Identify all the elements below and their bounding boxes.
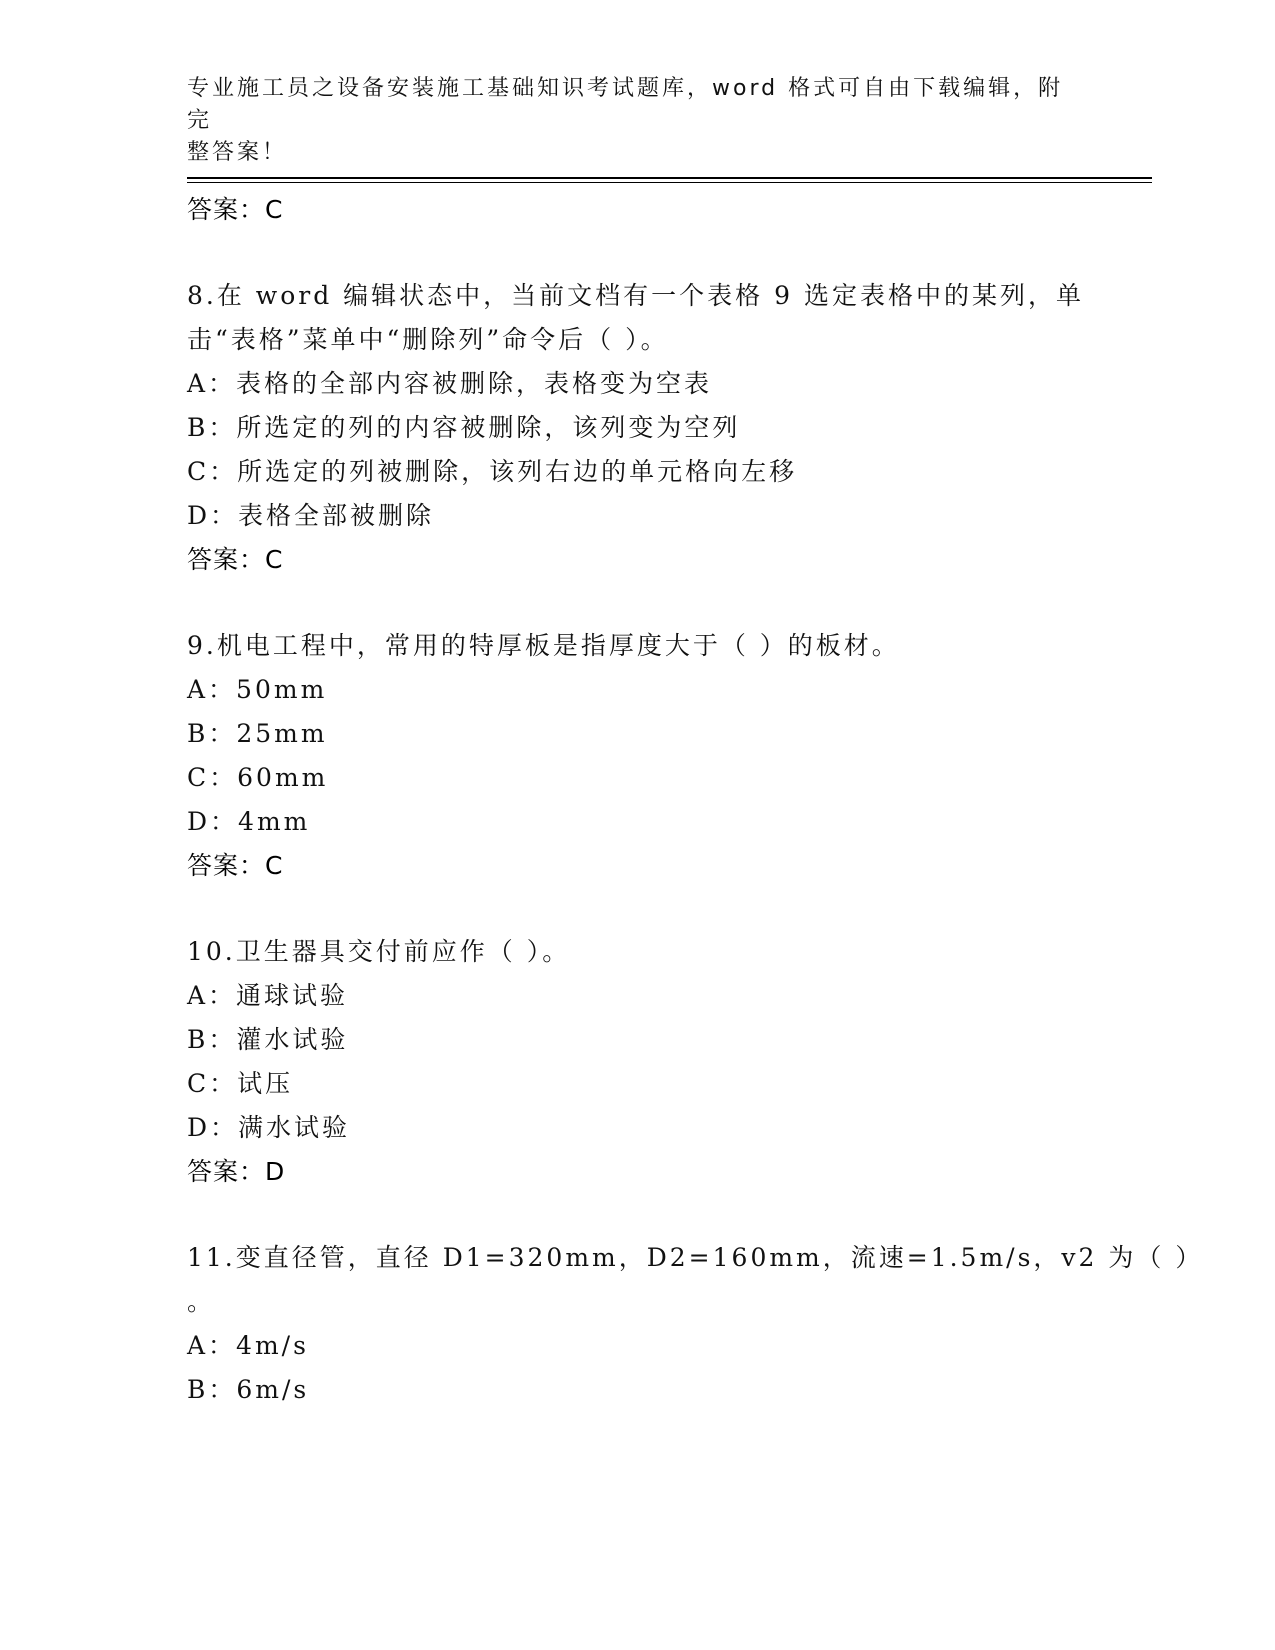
q9-answer: 答案：C: [187, 851, 284, 880]
q9-option-a: A：50mm: [187, 675, 328, 704]
q10-stem-line-1: 10.卫生器具交付前应作（ ）。: [187, 937, 571, 966]
q11-stem-line-2: 。: [187, 1287, 216, 1316]
q11-option-b: B：6m/s: [187, 1375, 310, 1404]
header-divider-thin: [187, 182, 1152, 183]
q9-option-d: D：4mm: [187, 807, 311, 836]
answer-prev: 答案：C: [187, 195, 284, 224]
q9-option-b: B：25mm: [187, 719, 328, 748]
header-line-1: 专业施工员之设备安装施工基础知识考试题库，word 格式可自由下载编辑，附完: [187, 76, 1064, 133]
q8-answer: 答案：C: [187, 545, 284, 574]
q10-option-a: A：通球试验: [187, 981, 349, 1010]
q8-option-a: A：表格的全部内容被删除，表格变为空表: [187, 369, 713, 398]
q11-option-a: A：4m/s: [187, 1331, 309, 1360]
q8-option-b: B：所选定的列的内容被删除，该列变为空列: [187, 413, 741, 442]
q11-stem-line-1: 11.变直径管，直径 D1=320mm，D2=160mm，流速=1.5m/s，v2 为（ ）: [187, 1243, 1204, 1272]
q8-stem-line-1: 8.在 word 编辑状态中，当前文档有一个表格 9 选定表格中的某列，单: [187, 281, 1084, 310]
document-header: [187, 73, 1087, 169]
q10-answer: 答案：D: [187, 1157, 286, 1186]
q8-stem-line-2: 击“表格”菜单中“删除列”命令后（ ）。: [187, 325, 669, 354]
q9-stem-line-1: 9.机电工程中，常用的特厚板是指厚度大于（ ）的板材。: [187, 631, 900, 660]
header-line-2: 整答案！: [187, 140, 288, 165]
q9-option-c: C：60mm: [187, 763, 329, 792]
q10-option-b: B：灌水试验: [187, 1025, 349, 1054]
header-divider: [187, 177, 1152, 179]
q8-option-c: C：所选定的列被删除，该列右边的单元格向左移: [187, 457, 798, 486]
q10-option-d: D：满水试验: [187, 1113, 351, 1142]
q10-option-c: C：试压: [187, 1069, 294, 1098]
q8-option-d: D：表格全部被删除: [187, 501, 435, 530]
